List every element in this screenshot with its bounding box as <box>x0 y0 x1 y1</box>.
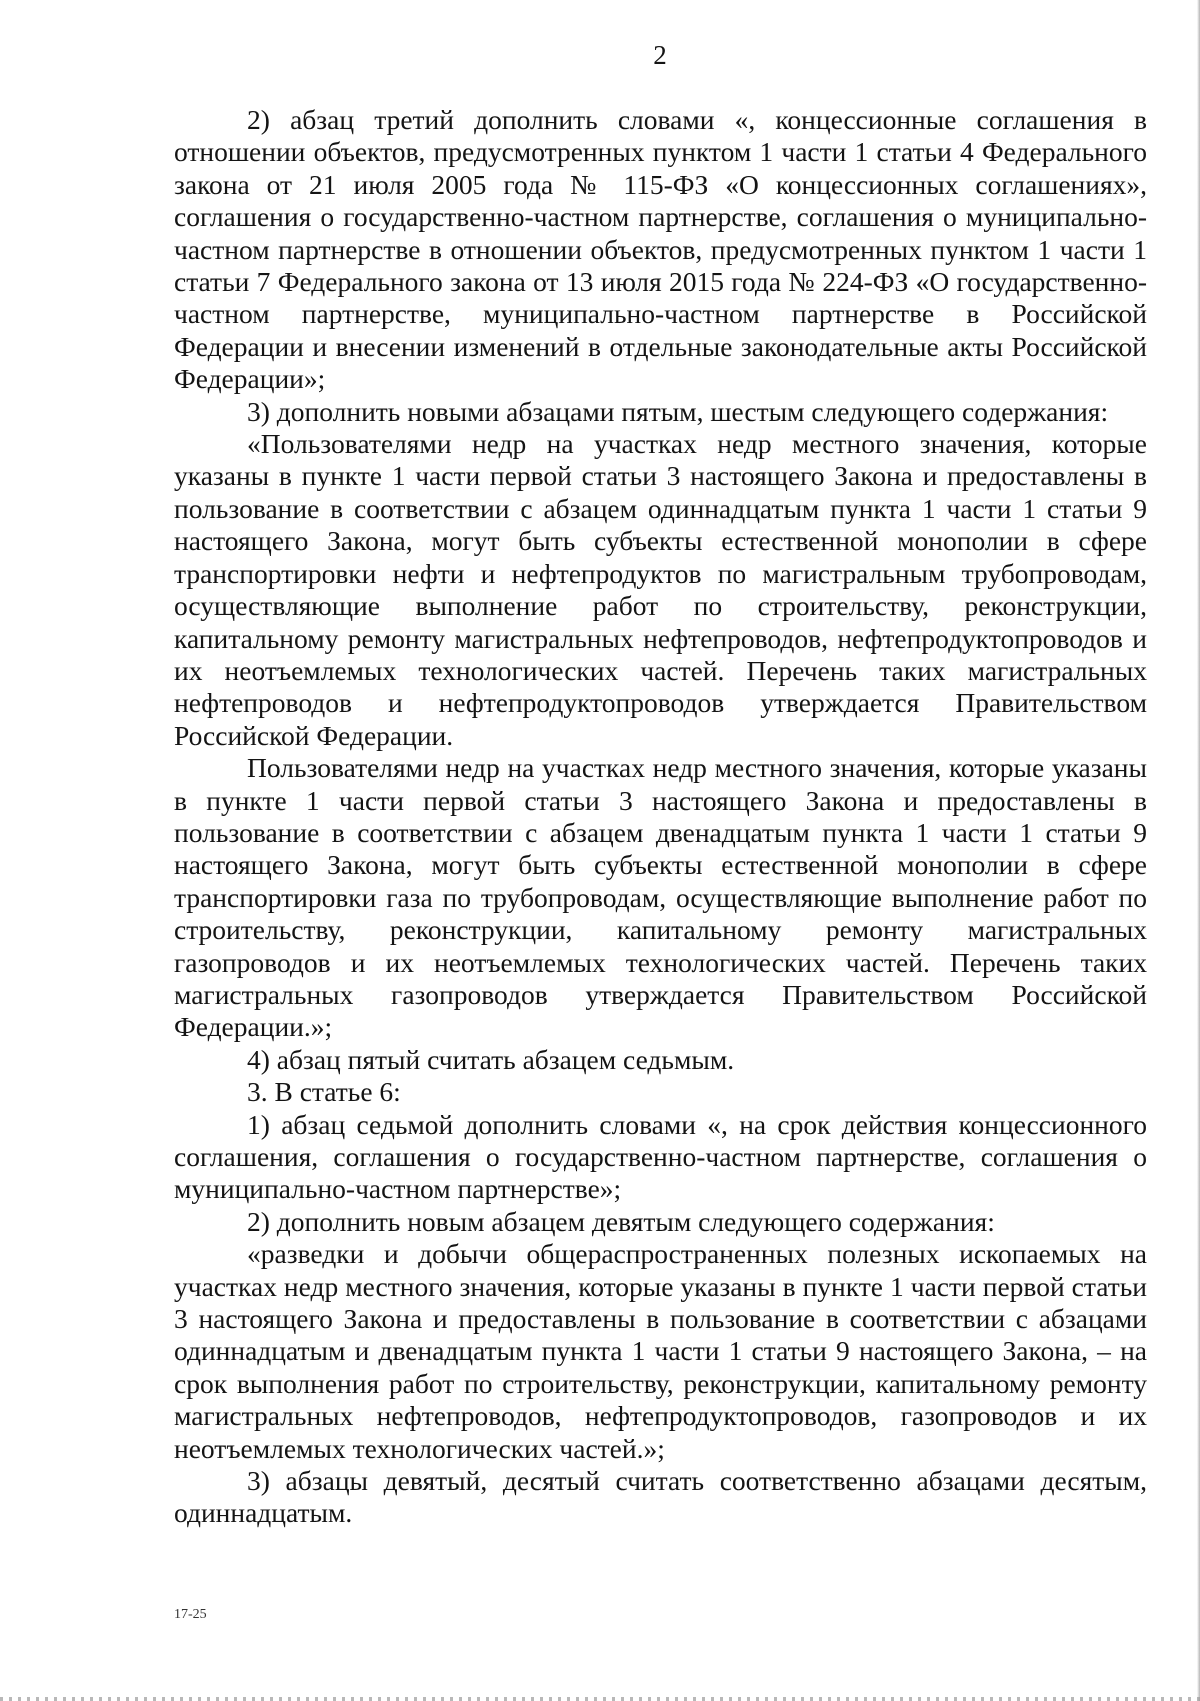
page-number: 2 <box>653 40 667 70</box>
paragraph-quote-gas-pipelines: Пользователями недр на участках недр местного значения, которые указаны в пункте 1 части первой статьи 3 настоящего Закона и предоставлены в пользование в соответствии с абзацем двенадцатым пункта 1 части 1 статьи 9 настоящего Закона, могут быть субъекты естественной монополии в сфере транспортировки газа по трубопроводам, осуществляющие выполнение работ по строительству, реконструкции, капитальному ремонту магистральных газопроводов и их неотъемлемых технологических частей. Перечень таких магистральных газопроводов утверждается Правительством Российской Федерации.»; <box>174 752 1147 1043</box>
paragraph-amendment-4: 4) абзац пятый считать абзацем седьмым. <box>247 1043 735 1075</box>
scan-edge-bottom <box>0 1697 1200 1701</box>
paragraph-amendment-3: 3) дополнить новыми абзацами пятым, шестым следующего содержания: <box>247 395 1109 427</box>
paragraph-article6-item-2: 2) дополнить новым абзацем девятым следующего содержания: <box>247 1205 995 1237</box>
paragraph-quote-exploration: «разведки и добычи общераспространенных полезных ископаемых на участках недр местного значения, которые указаны в пункте 1 части первой статьи 3 настоящего Закона и предоставлены в пользование в соответствии с абзацами одиннадцатым и двенадцатым пункта 1 части 1 статьи 9 настоящего Закона, – на срок выполнения работ по строительству, реконструкции, капитальному ремонту магистральных нефтепроводов, нефтепродуктопроводов, газопроводов и их неотъемлемых технологических частей.»; <box>174 1238 1147 1464</box>
document-body <box>174 104 1147 1530</box>
document-code: 17-25 <box>174 1607 207 1622</box>
paragraph-article6-item-1: 1) абзац седьмой дополнить словами «, на срок действия концессионного соглашения, соглашения о государственно-частном партнерстве, соглашения о муниципально-частном партнерстве»; <box>174 1108 1147 1205</box>
paragraph-article6-item-3: 3) абзацы девятый, десятый считать соответственно абзацами десятым, одиннадцатым. <box>174 1465 1147 1529</box>
paragraph-amendment-2: 2) абзац третий дополнить словами «, концессионные соглашения в отношении объектов, предусмотренных пунктом 1 части 1 статьи 4 Федерального закона от 21 июля 2005 года № 115-ФЗ «О концессионных соглашениях», соглашения о государственно-частном партнерстве, соглашения о муниципально-частном партнерстве в отношении объектов, предусмотренных пунктом 1 части 1 статьи 7 Федерального закона от 13 июля 2015 года № 224-ФЗ «О государственно-частном партнерстве, муниципально-частном партнерстве в Российской Федерации и внесении изменений в отдельные законодательные акты Российской Федерации»; <box>174 104 1147 395</box>
section-heading-article-6: 3. В статье 6: <box>247 1076 401 1108</box>
paragraph-quote-oil-pipelines: «Пользователями недр на участках недр местного значения, которые указаны в пункте 1 части первой статьи 3 настоящего Закона и предоставлены в пользование в соответствии с абзацем одиннадцатым пункта 1 части 1 статьи 9 настоящего Закона, могут быть субъекты естественной монополии в сфере транспортировки нефти и нефтепродуктов по магистральным трубопроводам, осуществляющие выполнение работ по строительству, реконструкции, капитальному ремонту магистральных нефтепроводов, нефтепродуктопроводов и их неотъемлемых технологических частей. Перечень таких магистральных нефтепроводов и нефтепродуктопроводов утверждается Правительством Российской Федерации. <box>174 428 1147 751</box>
